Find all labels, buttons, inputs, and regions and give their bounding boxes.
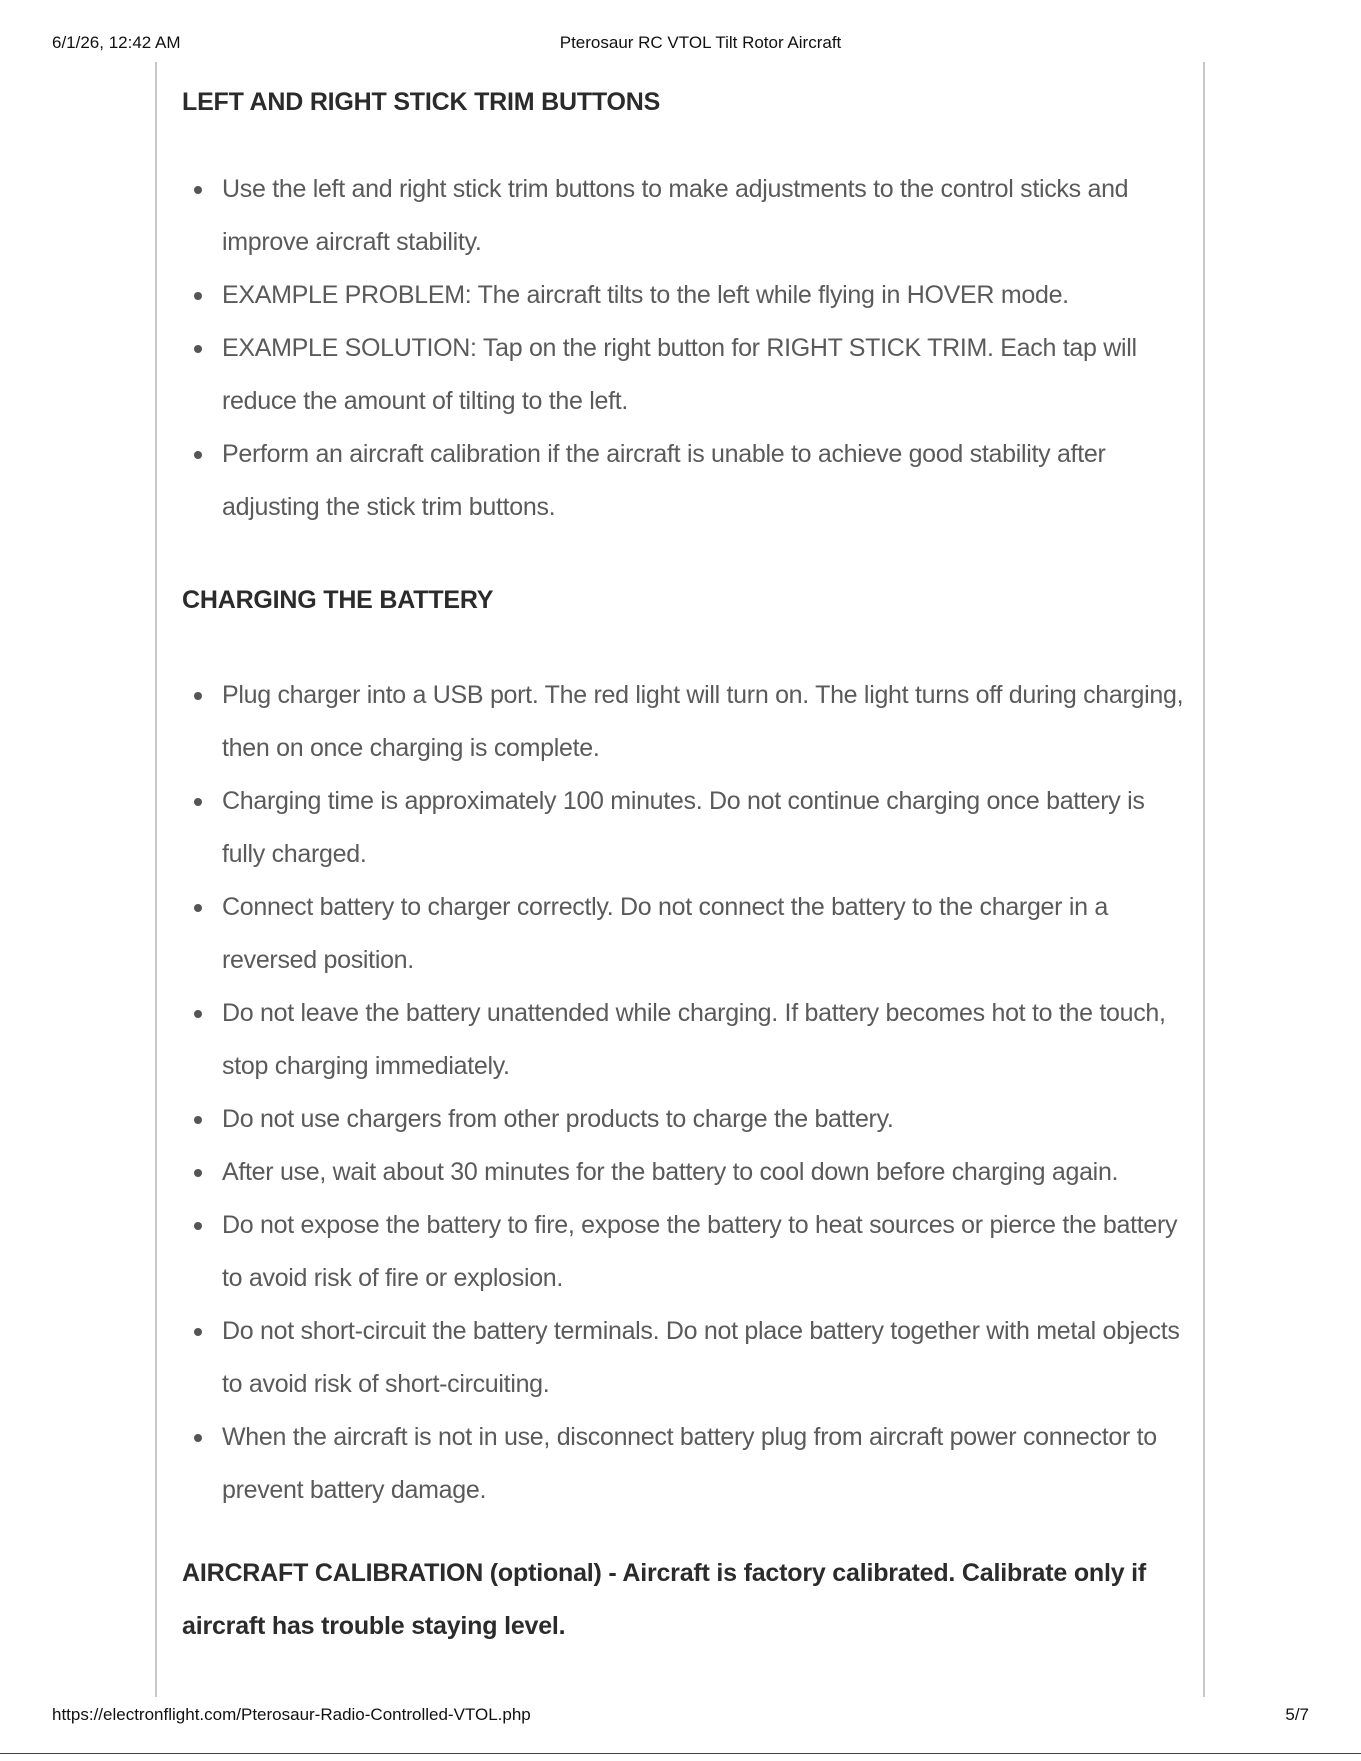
- page-bottom-divider: [0, 1753, 1361, 1754]
- print-page-number: 5/7: [1285, 1705, 1309, 1724]
- list-item: After use, wait about 30 minutes for the battery to cool down before charging again.: [182, 1146, 1192, 1199]
- list-item: EXAMPLE PROBLEM: The aircraft tilts to the left while flying in HOVER mode.: [182, 269, 1192, 322]
- print-header: [52, 33, 1309, 55]
- list-item: Do not expose the battery to fire, expose the battery to heat sources or pierce the battery to avoid risk of fire or explosion.: [182, 1199, 1192, 1305]
- print-page-title: Pterosaur RC VTOL Tilt Rotor Aircraft: [559, 33, 842, 52]
- list-item: Do not leave the battery unattended while charging. If battery becomes hot to the touch, stop charging immediately.: [182, 987, 1192, 1093]
- article-frame: [155, 62, 1205, 1697]
- list-item: Charging time is approximately 100 minutes. Do not continue charging once battery is fully charged.: [182, 775, 1192, 881]
- stick-trim-list: [182, 163, 1192, 534]
- article-content: [182, 76, 1192, 1653]
- list-item: Perform an aircraft calibration if the aircraft is unable to achieve good stability after adjusting the stick trim buttons.: [182, 428, 1192, 534]
- list-item: Do not use chargers from other products to charge the battery.: [182, 1093, 1192, 1146]
- list-item: Use the left and right stick trim buttons to make adjustments to the control sticks and improve aircraft stability.: [182, 163, 1192, 269]
- section-heading-charging-battery: CHARGING THE BATTERY: [182, 586, 494, 614]
- list-item: EXAMPLE SOLUTION: Tap on the right button for RIGHT STICK TRIM. Each tap will reduce the amount of tilting to the left.: [182, 322, 1192, 428]
- charging-battery-list: [182, 669, 1192, 1517]
- print-url: https://electronflight.com/Pterosaur-Radio-Controlled-VTOL.php: [52, 1705, 531, 1724]
- list-item: Do not short-circuit the battery terminals. Do not place battery together with metal objects to avoid risk of short-circuiting.: [182, 1305, 1192, 1411]
- section-heading-aircraft-calibration: AIRCRAFT CALIBRATION (optional) - Aircraft is factory calibrated. Calibrate only if aircraft has trouble staying level.: [182, 1559, 1147, 1640]
- list-item: Plug charger into a USB port. The red light will turn on. The light turns off during charging, then on once charging is complete.: [182, 669, 1192, 775]
- section-heading-stick-trim: LEFT AND RIGHT STICK TRIM BUTTONS: [182, 88, 661, 116]
- list-item: When the aircraft is not in use, disconnect battery plug from aircraft power connector to prevent battery damage.: [182, 1411, 1192, 1517]
- list-item: Connect battery to charger correctly. Do not connect the battery to the charger in a reversed position.: [182, 881, 1192, 987]
- print-footer: [52, 1705, 1309, 1727]
- print-datetime: 6/1/26, 12:42 AM: [52, 33, 181, 52]
